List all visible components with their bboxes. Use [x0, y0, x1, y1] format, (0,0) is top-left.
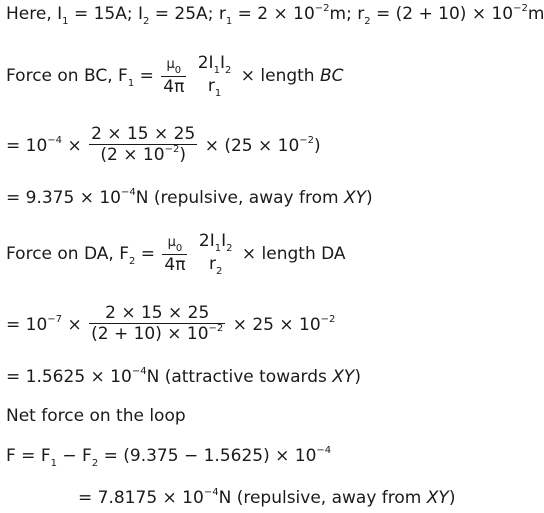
mu-over-4pi-fraction-da: $\frac{\mu_0}{4\pi}$ — [164, 235, 186, 275]
da-fraction: $\frac{2 \times 15 \times 25}{(2 + 10) \times 10^{-2}}$ — [91, 303, 224, 344]
given-values-line: Here, $I_1 = 15A$; $I_2 = 25A$; $r_1 = 2 \times 10^{-2}m$; $r_2 = (2 + 10) \times 10^{-2}m$ — [6, 3, 544, 27]
mu-over-4pi-fraction: $\frac{\mu_0}{4\pi}$ — [163, 57, 185, 97]
net-force-result: = $7.8175 \times 10^{-4}N$ (repulsive, away from XY) — [78, 487, 456, 508]
bc-fraction: $\frac{2 \times 15 \times 25}{(2 \times 10^{-2})}$ — [91, 124, 196, 165]
2i1i2-over-r1-fraction: $2I_1I_2$ $r_1$ — [197, 53, 232, 99]
net-force-heading: Net force on the loop — [6, 406, 186, 426]
here-label: Here, — [6, 4, 52, 24]
force-da-substitution: = $10^{-7}$ × $\frac{2 \times 15 \times 25}{(2 + 10) \times 10^{-2}}$ × $25 \times 10^{-2}$ — [6, 303, 336, 344]
force-bc-formula: Force on BC, $F_1$ = $\frac{\mu_0}{4\pi}$ $2I_1I_2$ $r_1$ × length BC — [6, 53, 344, 99]
2i1i2-over-r2-fraction: $2I_1I_2$ $r_2$ — [198, 231, 233, 277]
force-da-formula: Force on DA, $F_2$ = $\frac{\mu_0}{4\pi}$ $2I_1I_2$ $r_2$ × length DA — [6, 231, 346, 277]
force-da-result: = $1.5625 \times 10^{-4}N$ (attractive towards XY) — [6, 366, 361, 387]
force-bc-substitution: = $10^{-4}$ × $\frac{2 \times 15 \times 25}{(2 \times 10^{-2})}$ × $(25 \times 10^{-2})$ — [6, 124, 321, 165]
force-bc-result: = $9.375 \times 10^{-4}N$ (repulsive, away from XY) — [6, 187, 373, 208]
net-force-equation: $F = F_1 - F_2 = (9.375 - 1.5625) \times 10^{-4}$ — [6, 445, 332, 469]
